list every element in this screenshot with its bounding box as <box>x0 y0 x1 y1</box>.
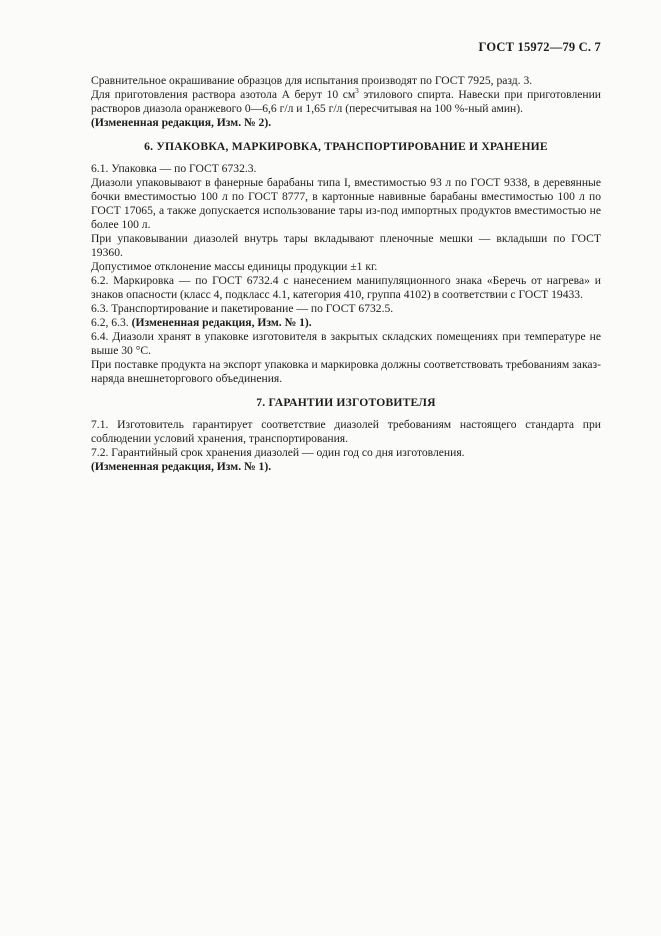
paragraph: 6.4. Диазоли хранят в упаковке изготовителя в закрытых складских помещениях при температуре не выше 30 °С. <box>91 330 601 357</box>
section-6-title: 6. УПАКОВКА, МАРКИРОВКА, ТРАНСПОРТИРОВАНИЕ И ХРАНЕНИЕ <box>144 140 548 153</box>
amendment-note: (Измененная редакция, Изм. № 1). <box>91 460 272 473</box>
paragraph: 6.2. Маркировка — по ГОСТ 6732.4 с нанесением манипуляционного знака «Беречь от нагрева» и знаков опасности (класс 4, подкласс 4.1, категория 410, группа 4102) в соответствии с ГОСТ 19433. <box>91 274 601 301</box>
paragraph <box>91 316 601 330</box>
paragraph: Допустимое отклонение массы единицы продукции ±1 кг. <box>91 260 378 273</box>
paragraph: 6.1. Упаковка — по ГОСТ 6732.3. <box>91 162 257 175</box>
text-span: этилового спирта. Навески при приготовлении растворов диазола оранжевого 0—6,6 г/л и 1,65 г/л (пересчитывая на 100 %-ный амин). <box>91 88 602 115</box>
paragraph: 7.1. Изготовитель гарантирует соответствие диазолей требованиям настоящего стандарта при соблюдении условий хранения, транспортирования. <box>91 418 601 445</box>
paragraph: Сравнительное окрашивание образцов для испытания производят по ГОСТ 7925, разд. 3. <box>91 74 533 87</box>
paragraph: 7.2. Гарантийный срок хранения диазолей — один год со дня изготовления. <box>91 446 465 459</box>
text-span: 6.2, 6.3. <box>91 316 132 329</box>
document-body <box>91 74 601 474</box>
paragraph <box>91 88 601 116</box>
superscript: 3 <box>355 87 359 96</box>
page-header: ГОСТ 15972—79 С. 7 <box>478 40 601 54</box>
paragraph: 6.3. Транспортирование и пакетирование — по ГОСТ 6732.5. <box>91 302 394 315</box>
paragraph: Диазоли упаковывают в фанерные барабаны типа I, вместимостью 93 л по ГОСТ 9338, в деревянные бочки вместимостью 100 л по ГОСТ 8777, в картонные навивные барабаны вместимостью 100 л по ГОСТ 17065, а также допускается использование тары из-под импортных продуктов вместимостью не более 100 л. <box>91 176 601 231</box>
amendment-note: (Измененная редакция, Изм. № 1). <box>131 316 312 329</box>
text-span: Для приготовления раствора азотола А берут 10 см <box>91 88 356 101</box>
amendment-note: (Измененная редакция, Изм. № 2). <box>91 116 272 129</box>
paragraph: При поставке продукта на экспорт упаковка и маркировка должны соответствовать требованиям заказ-наряда внешнеторгового объединения. <box>91 358 601 385</box>
section-7-title: 7. ГАРАНТИИ ИЗГОТОВИТЕЛЯ <box>256 396 436 409</box>
paragraph: При упаковывании диазолей внутрь тары вкладывают пленочные мешки — вкладыши по ГОСТ 19360. <box>91 232 601 259</box>
